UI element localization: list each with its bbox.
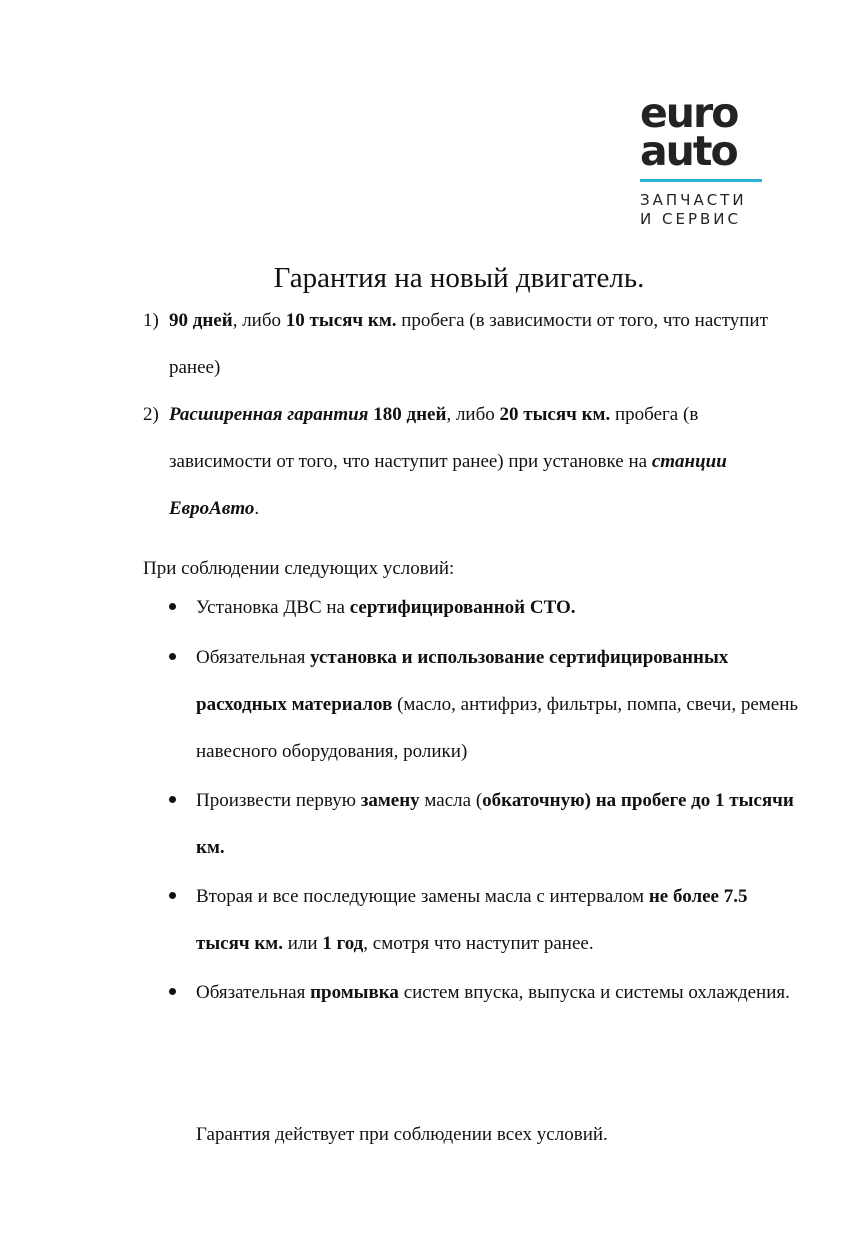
document-title: Гарантия на новый двигатель. xyxy=(273,262,645,294)
text-emphasis: замену xyxy=(360,790,420,811)
station-name: станции ЕвроАвто xyxy=(169,451,727,519)
conditions-intro: При соблюдении следующих условий: xyxy=(143,558,455,579)
warranty-item-1 xyxy=(143,297,803,391)
text-fragment: . xyxy=(254,498,260,519)
text-fragment: , смотря что наступит ранее. xyxy=(363,933,594,954)
text-emphasis: обкаточную) xyxy=(482,790,591,811)
warranty-item-number: 1) xyxy=(143,310,159,331)
text-emphasis: сертифицированной СТО. xyxy=(349,597,576,618)
extended-warranty-label: Расширенная гарантия xyxy=(169,404,369,425)
text-fragment: Установка ДВС на xyxy=(196,597,350,618)
text-fragment: , либо xyxy=(232,310,286,331)
condition-item-3 xyxy=(169,777,799,871)
logo-word-auto: auto xyxy=(640,127,737,175)
text-fragment: пробега (в зависимости от того, что наступит ранее) xyxy=(169,310,768,378)
text-fragment: (масло, антифриз, фильтры, помпа, свечи, ремень навесного оборудования, ролики) xyxy=(196,694,799,762)
logo-subtitle-1: ЗАПЧАСТИ xyxy=(640,191,747,209)
text-fragment: , либо xyxy=(446,404,500,425)
footer-note: Гарантия действует при соблюдении всех условий. xyxy=(196,1124,608,1145)
condition-item-5 xyxy=(169,969,799,1016)
condition-item-1 xyxy=(169,584,799,631)
warranty-days: 180 дней xyxy=(373,404,447,425)
text-emphasis: 1 год xyxy=(322,933,364,954)
warranty-item-number: 2) xyxy=(143,404,159,425)
warranty-km: 20 тысяч км. xyxy=(499,404,611,425)
text-fragment: масла ( xyxy=(419,790,483,811)
text-emphasis: промывка xyxy=(310,982,399,1003)
condition-text xyxy=(196,634,799,775)
bullet-icon xyxy=(169,988,176,995)
warranty-item-text xyxy=(169,297,803,391)
condition-item-4 xyxy=(169,873,799,967)
text-emphasis: на пробеге до 1 тысячи км. xyxy=(196,790,794,858)
text-fragment: Обязательная xyxy=(196,982,311,1003)
text-fragment: или xyxy=(282,933,323,954)
text-emphasis: установка и использование сертифицированных расходных материалов xyxy=(196,647,729,715)
warranty-item-text xyxy=(169,391,803,532)
warranty-item-2 xyxy=(143,391,803,532)
text-fragment: систем впуска, выпуска и системы охлаждения. xyxy=(398,982,790,1003)
logo-accent-line xyxy=(640,179,762,182)
condition-text xyxy=(196,584,799,631)
text-fragment: пробега (в зависимости от того, что наступит ранее) при установке на xyxy=(169,404,699,472)
text-fragment: Произвести первую xyxy=(196,790,361,811)
warranty-days: 90 дней xyxy=(169,310,233,331)
condition-text xyxy=(196,777,799,871)
bullet-icon xyxy=(169,603,176,610)
logo-subtitle-2: И СЕРВИС xyxy=(640,210,741,228)
text-fragment: Вторая и все последующие замены масла с интервалом xyxy=(196,886,649,907)
warranty-km: 10 тысяч км. xyxy=(285,310,397,331)
condition-item-2 xyxy=(169,634,799,775)
condition-text xyxy=(196,873,799,967)
condition-text xyxy=(196,969,799,1016)
logo-word-euro: euro xyxy=(640,89,738,137)
text-fragment: Обязательная xyxy=(196,647,311,668)
euroauto-logo xyxy=(640,89,772,229)
bullet-icon xyxy=(169,892,176,899)
bullet-icon xyxy=(169,653,176,660)
text-emphasis: не более 7.5 тысяч км. xyxy=(196,886,748,954)
bullet-icon xyxy=(169,796,176,803)
